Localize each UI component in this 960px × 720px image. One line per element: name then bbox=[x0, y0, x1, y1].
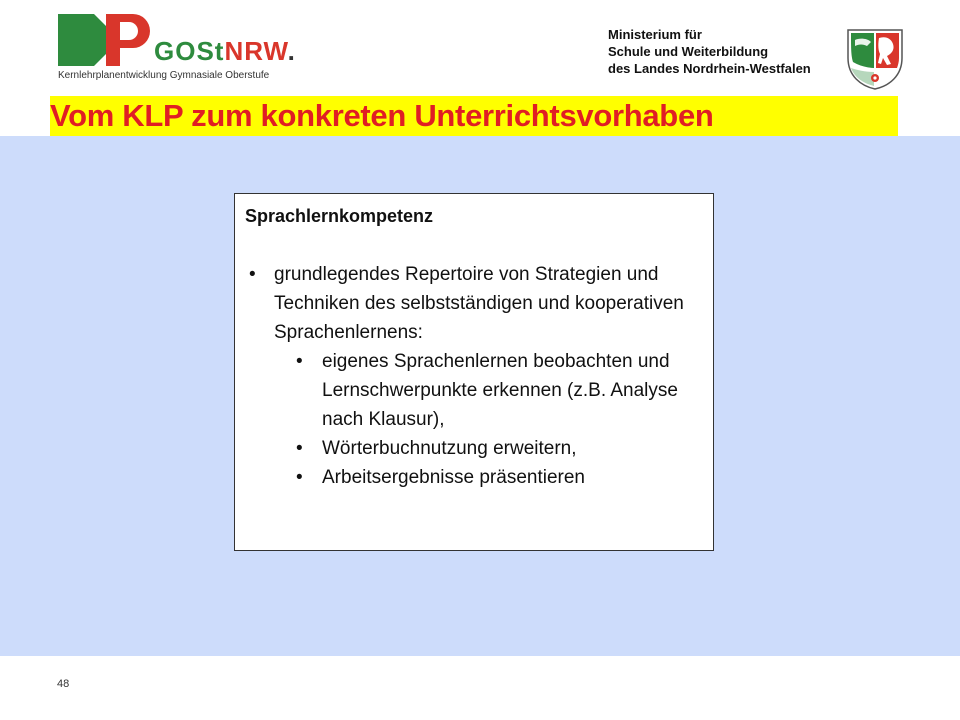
competence-list bbox=[249, 260, 709, 492]
bullet-icon: • bbox=[296, 351, 303, 372]
logo-word-dot: . bbox=[287, 36, 296, 66]
ministry-line: Schule und Weiterbildung bbox=[608, 44, 769, 59]
list-item-text: grundlegendes Repertoire von Strategien und Techniken des selbstständigen und kooperativen Sprachenlernens: bbox=[274, 264, 684, 343]
logo-k-shape bbox=[58, 14, 94, 66]
ministry-line: Ministerium für bbox=[608, 27, 702, 42]
bullet-icon: • bbox=[296, 467, 303, 488]
logo-p-shape bbox=[98, 14, 150, 66]
sub-list-item bbox=[274, 347, 709, 434]
ministry-line: des Landes Nordrhein-Westfalen bbox=[608, 61, 811, 76]
nrw-coat-of-arms-icon bbox=[845, 28, 905, 90]
ministry-name bbox=[608, 26, 811, 77]
page-number: 48 bbox=[57, 678, 70, 690]
sub-list-item-text: Wörterbuchnutzung erweitern, bbox=[322, 438, 577, 459]
bullet-icon: • bbox=[249, 264, 256, 285]
logo-word-gost: GOSt bbox=[154, 36, 225, 66]
bullet-icon: • bbox=[296, 438, 303, 459]
competence-heading: Sprachlernkompetenz bbox=[245, 206, 434, 226]
competence-box bbox=[234, 193, 714, 551]
logo-wordmark bbox=[154, 36, 296, 66]
list-item bbox=[249, 260, 709, 492]
logo-word-nrw: NRW bbox=[224, 36, 288, 66]
sub-list-item-text: Arbeitsergebnisse präsentieren bbox=[322, 467, 585, 488]
sub-list-item bbox=[274, 463, 709, 492]
sub-list-item bbox=[274, 434, 709, 463]
sub-list-item-text: eigenes Sprachenlernen beobachten und Lernschwerpunkte erkennen (z.B. Analyse nach Klausur), bbox=[322, 351, 678, 430]
klp-gost-nrw-logo bbox=[58, 14, 308, 84]
sub-list bbox=[274, 347, 709, 492]
logo-subtitle: Kernlehrplanentwicklung Gymnasiale Oberstufe bbox=[58, 70, 270, 81]
page-title: Vom KLP zum konkreten Unterrichtsvorhaben bbox=[50, 98, 714, 133]
